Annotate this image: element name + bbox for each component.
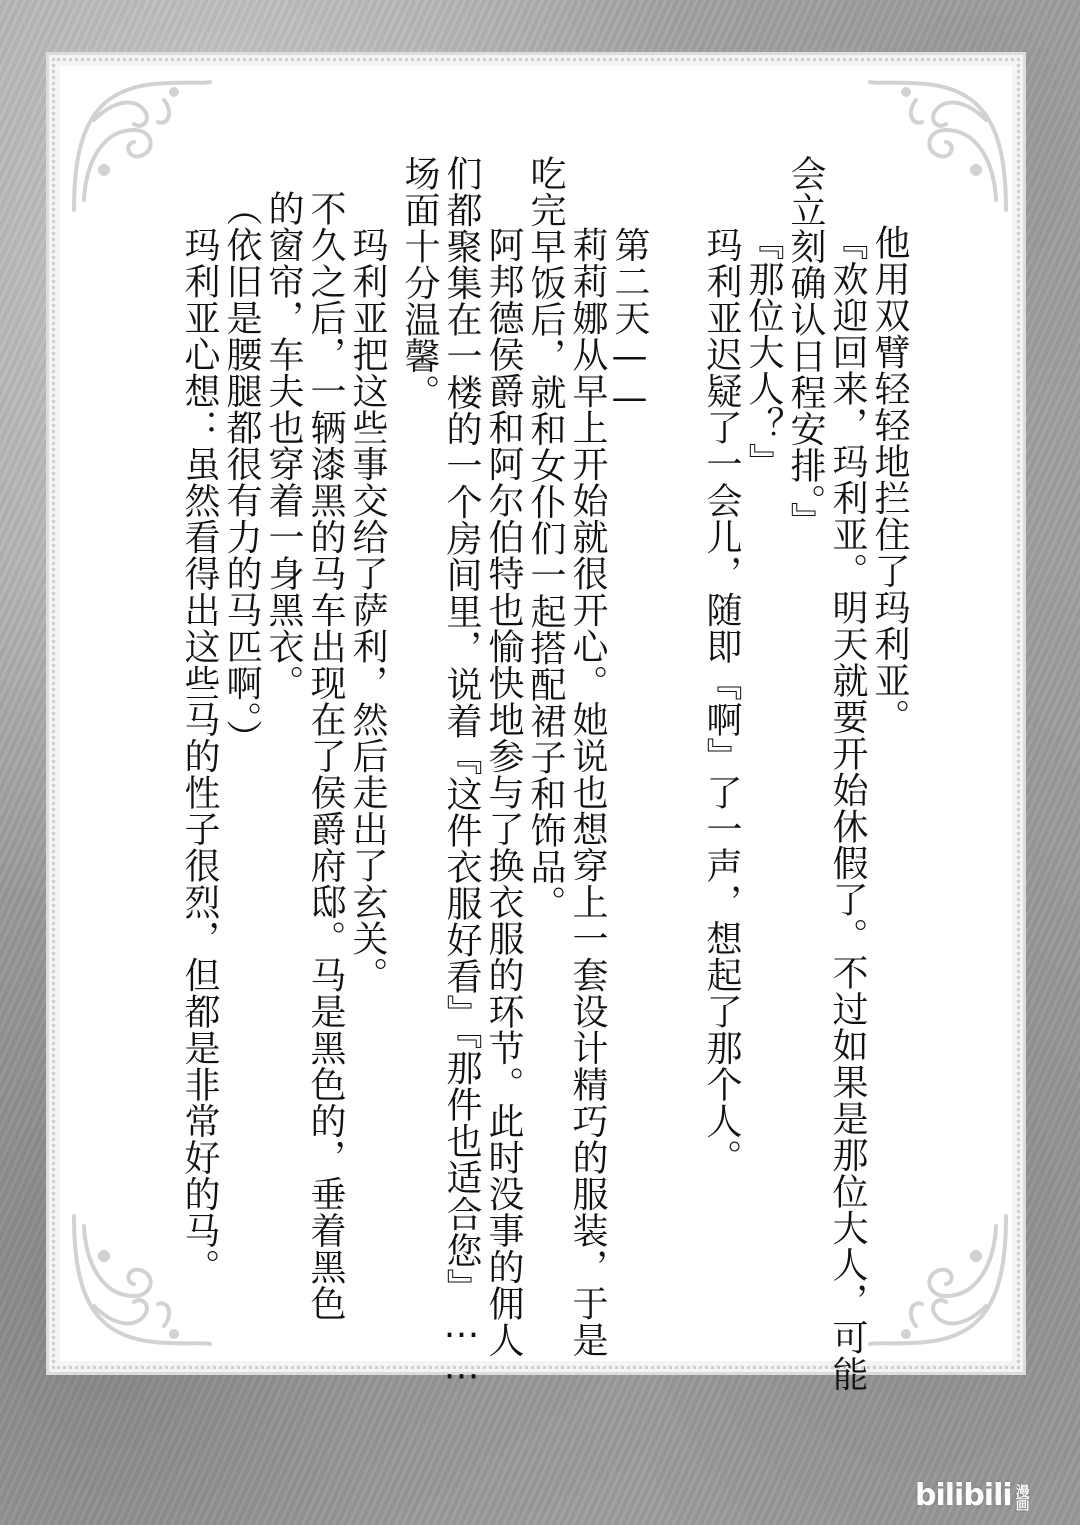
text-column: 『那位大人？』 — [743, 224, 784, 480]
text-column: 会立刻确认日程安排。』 — [785, 155, 826, 539]
text-column: 莉莉娜从早上开始就很开心。她说也想穿上一套设计精巧的服装，于是 — [567, 190, 608, 1358]
text-column: 阿邦德侯爵和阿尔伯特也愉快地参与了换衣服的环节。此时没事的佣人 — [483, 190, 524, 1358]
text-column: 的窗帘，车夫也穿着一身黑衣。 — [263, 190, 304, 701]
watermark-sub: 漫画 — [1013, 1483, 1030, 1510]
text-column: 玛利亚心想：虽然看得出这些马的性子很烈，但都是非常好的马。 — [179, 190, 220, 1285]
text-column: （依旧是腰腿都很有力的马匹啊。） — [221, 190, 262, 756]
text-column: 们都聚集在一楼的一个房间里，说着『这件衣服好看』『那件也适合您』…… — [441, 155, 482, 1388]
text-column: 不久之后，一辆漆黑的马车出现在了侯爵府邸。马是黑色的，垂着黑色 — [305, 190, 346, 1322]
corner-ornament-icon — [866, 70, 1016, 220]
bilibili-watermark-logo — [915, 1478, 1030, 1513]
text-column: 玛利亚把这些事交给了萨利，然后走出了玄关。 — [347, 190, 388, 993]
text-column: 第二天—— — [609, 190, 650, 419]
text-column: 场面十分温馨。 — [399, 155, 440, 411]
text-column: 玛利亚迟疑了一会儿，随即『啊』了一声，想起了那个人。 — [701, 190, 742, 1176]
text-column: 『欢迎回来，玛利亚。明天就要开始休假了。不过如果是那位大人，可能 — [827, 224, 868, 1392]
watermark-main: bilibili — [915, 1478, 1012, 1513]
corner-ornament-icon — [866, 1206, 1016, 1356]
text-column: 他用双臂轻轻地拦住了玛利亚。 — [869, 224, 910, 735]
text-column: 吃完早饭后，就和女仆们一起搭配裙子和饰品。 — [525, 155, 566, 922]
